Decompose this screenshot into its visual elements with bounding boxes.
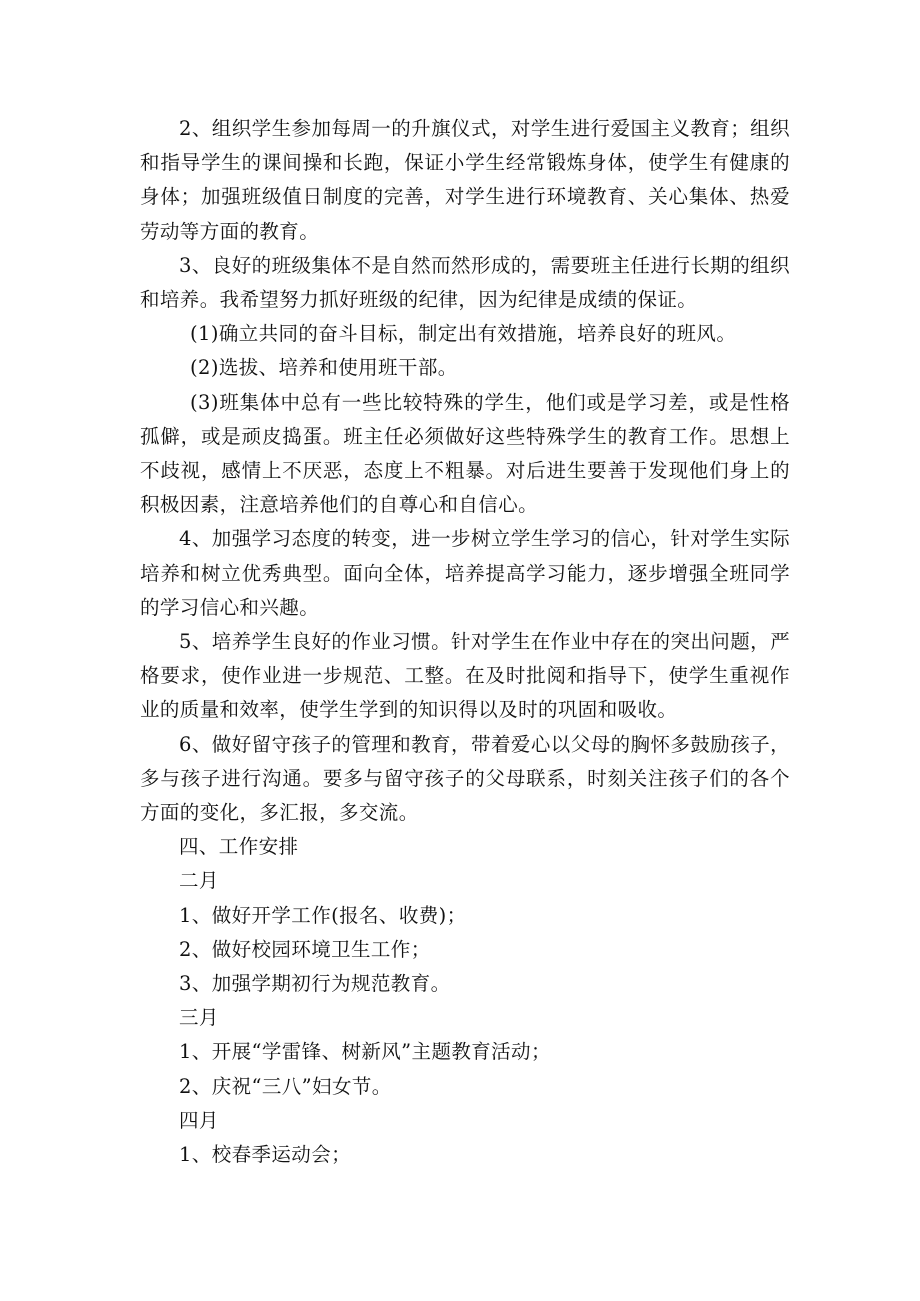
month-heading-april: 四月 xyxy=(179,1108,219,1132)
month-heading-february: 二月 xyxy=(179,869,219,893)
paragraph-item-3: 3、良好的班级集体不是自然而然形成的，需要班主任进行长期的组织和培养。我希望努力抓好班级的纪律，因为纪律是成绩的保证。 xyxy=(140,253,790,312)
paragraph-item-4: 4、加强学习态度的转变，进一步树立学生学习的信心，针对学生实际培养和树立优秀典型。面向全体，培养提高学习能力，逐步增强全班同学的学习信心和兴趣。 xyxy=(140,527,790,619)
month-heading-march: 三月 xyxy=(179,1006,219,1030)
list-item: 3、加强学期初行为规范教育。 xyxy=(179,972,451,996)
document-body xyxy=(140,112,790,1172)
paragraph-item-5: 5、培养学生良好的作业习惯。针对学生在作业中存在的突出问题，严格要求，使作业进一步规范、工整。在及时批阅和指导下，使学生重视作业的质量和效率，使学生学到的知识得以及时的巩固和吸收。 xyxy=(140,630,790,722)
list-item: 1、开展“学雷锋、树新风”主题教育活动； xyxy=(179,1040,551,1064)
paragraph-item-2: 2、组织学生参加每周一的升旗仪式，对学生进行爱国主义教育；组织和指导学生的课间操和长跑，保证小学生经常锻炼身体，使学生有健康的身体；加强班级值日制度的完善，对学生进行环境教育、关心集体、热爱劳动等方面的教育。 xyxy=(140,117,790,243)
sub-item-3: (3)班集体中总有一些比较特殊的学生，他们或是学习差，或是性格孤僻，或是顽皮捣蛋。班主任必须做好这些特殊学生的教育工作。思想上不歧视，感情上不厌恶，态度上不粗暴。对后进生要善于发现他们身上的积极因素，注意培养他们的自尊心和自信心。 xyxy=(140,390,790,517)
sub-item-2: (2)选拔、培养和使用班干部。 xyxy=(190,356,458,380)
paragraph-item-6: 6、做好留守孩子的管理和教育，带着爱心以父母的胸怀多鼓励孩子，多与孩子进行沟通。要多与留守孩子的父母联系，时刻关注孩子们的各个方面的变化，多汇报，多交流。 xyxy=(140,732,790,825)
section-heading: 四、工作安排 xyxy=(179,835,299,859)
sub-item-1: (1)确立共同的奋斗目标，制定出有效措施，培养良好的班风。 xyxy=(190,322,737,346)
list-item: 2、庆祝“三八”妇女节。 xyxy=(179,1074,392,1098)
list-item: 1、校春季运动会； xyxy=(179,1143,352,1167)
list-item: 1、做好开学工作(报名、收费)； xyxy=(179,903,467,927)
list-item: 2、做好校园环境卫生工作； xyxy=(179,937,431,961)
